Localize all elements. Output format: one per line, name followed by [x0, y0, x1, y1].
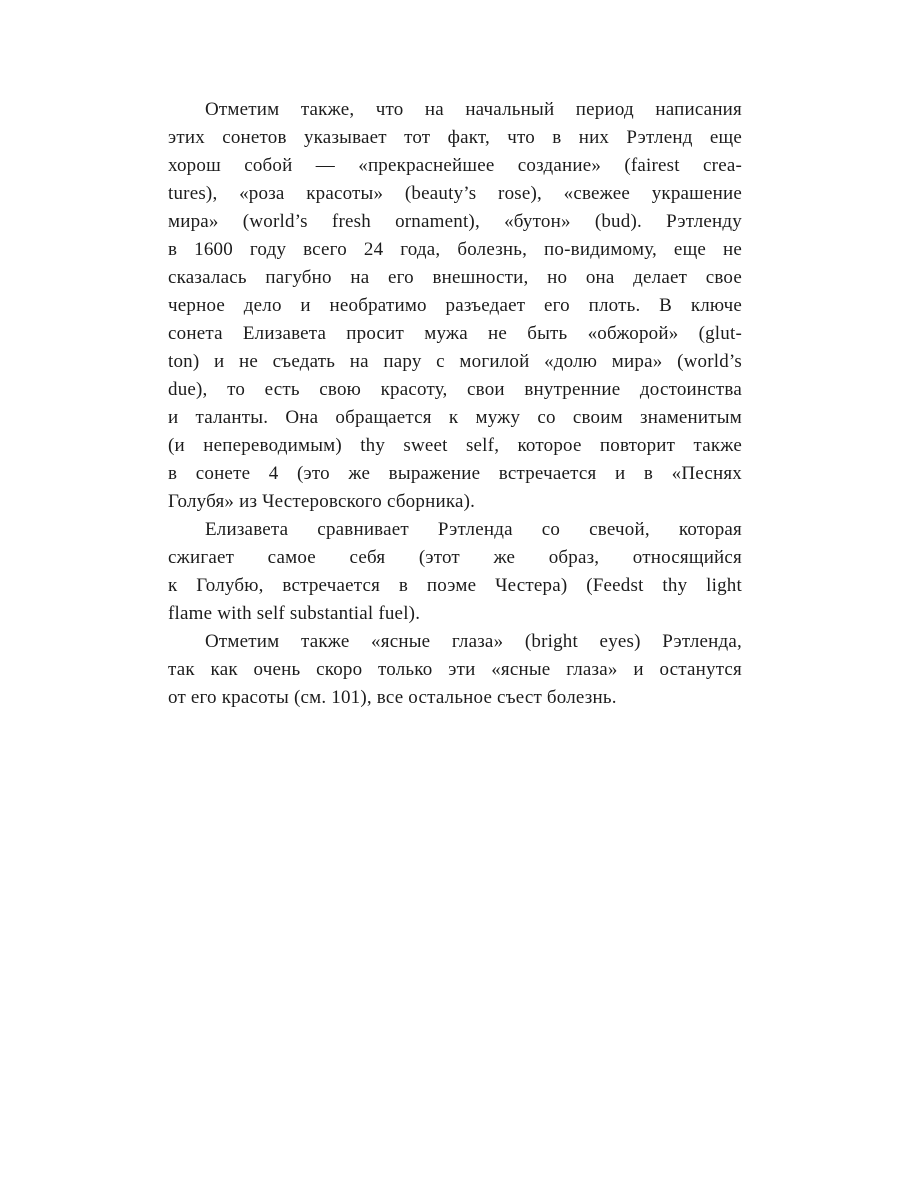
text-line: Отметим также «ясные глаза» (bright eyes) Рэтленда,: [205, 631, 742, 652]
text-line: tures), «роза красоты» (beauty’s rose), «свежее украшение: [168, 183, 742, 204]
paragraph: [168, 96, 742, 516]
text-line: мира» (world’s fresh ornament), «бутон» (bud). Рэтленду: [168, 211, 742, 232]
text-line: Отметим также, что на начальный период написания: [205, 99, 742, 120]
text-line: хорош собой — «прекраснейшее создание» (fairest crea-: [168, 155, 742, 176]
text-line: этих сонетов указывает тот факт, что в них Рэтленд еще: [168, 127, 742, 148]
text-line: Елизавета сравнивает Рэтленда со свечой, которая: [205, 519, 742, 540]
text-line: Голубя» из Честеровского сборника).: [168, 491, 476, 512]
text-line: flame with self substantial fuel).: [168, 603, 421, 624]
text-line: к Голубю, встречается в поэме Честера) (Feedst thy light: [168, 575, 742, 596]
text-line: сказалась пагубно на его внешности, но она делает свое: [168, 267, 742, 288]
text-line: ton) и не съедать на пару с могилой «долю мира» (world’s: [168, 351, 742, 372]
text-line: в сонете 4 (это же выражение встречается и в «Песнях: [168, 463, 742, 484]
text-line: и таланты. Она обращается к мужу со своим знаменитым: [168, 407, 742, 428]
text-line: так как очень скоро только эти «ясные глаза» и останутся: [168, 659, 742, 680]
paragraph: [168, 516, 742, 628]
text-line: от его красоты (см. 101), все остальное съест болезнь.: [168, 687, 617, 708]
text-line: (и непереводимым) thy sweet self, которое повторит также: [168, 435, 742, 456]
text-line: сонета Елизавета просит мужа не быть «обжорой» (glut-: [168, 323, 742, 344]
text-line: черное дело и необратимо разъедает его плоть. В ключе: [168, 295, 742, 316]
paragraph: [168, 628, 742, 712]
text-block: [168, 96, 742, 712]
text-line: в 1600 году всего 24 года, болезнь, по-видимому, еще не: [168, 239, 742, 260]
text-line: due), то есть свою красоту, свои внутренние достоинства: [168, 379, 742, 400]
text-line: сжигает самое себя (этот же образ, относящийся: [168, 547, 742, 568]
